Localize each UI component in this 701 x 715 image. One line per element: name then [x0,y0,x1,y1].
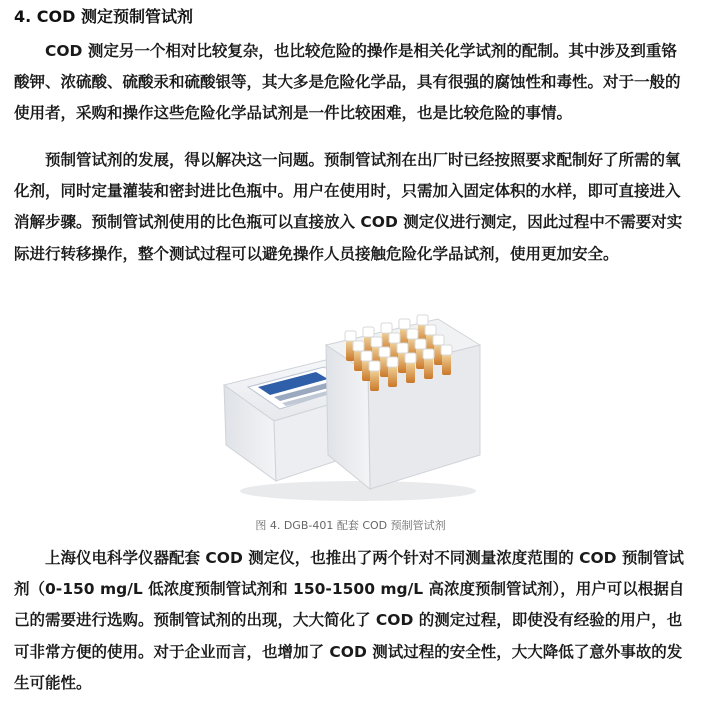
figure-caption: 图 4. DGB-401 配套 COD 预制管试剂 [255,519,446,532]
paragraph-product-intro: 上海仪电科学仪器配套 COD 测定仪，也推出了两个针对不同测量浓度范围的 COD 预制管试剂（0-150 mg/L 低浓度预制管试剂和 150-1500 mg/L 高浓度预制管试剂），用户可以根据自己的需要进行选购。预制管试剂的出现，大大简化了 COD 的测定过程，即使没有经验的用户，也可非常方便的使用。对于企业而言，也增加了 COD 测试过程的安全性，大大降低了意外事故的发生可能性。 [14,549,685,692]
product-photo [218,305,486,507]
paragraph-reagent-hazards: COD 测定另一个相对比较复杂，也比较危险的操作是相关化学试剂的配制。其中涉及到重铬酸钾、浓硫酸、硫酸汞和硫酸银等，其大多是危险化学品，具有很强的腐蚀性和毒性。对于一般的使用者，采购和操作这些危险化学品试剂是一件比较困难，也是比较危险的事情。 [14,42,681,123]
paragraph-premade-tubes: 预制管试剂的发展，得以解决这一问题。预制管试剂在出厂时已经按照要求配制好了所需的氧化剂，同时定量灌装和密封进比色瓶中。用户在使用时，只需加入固定体积的水样，即可直接进入消解步骤。预制管试剂使用的比色瓶可以直接放入 COD 测定仪进行测定，因此过程中不需要对实际进行转移操作，整个测试过程可以避免操作人员接触危险化学品试剂，使用更加安全。 [14,151,683,263]
section-heading: 4. COD 测定预制管试剂 [14,7,193,26]
